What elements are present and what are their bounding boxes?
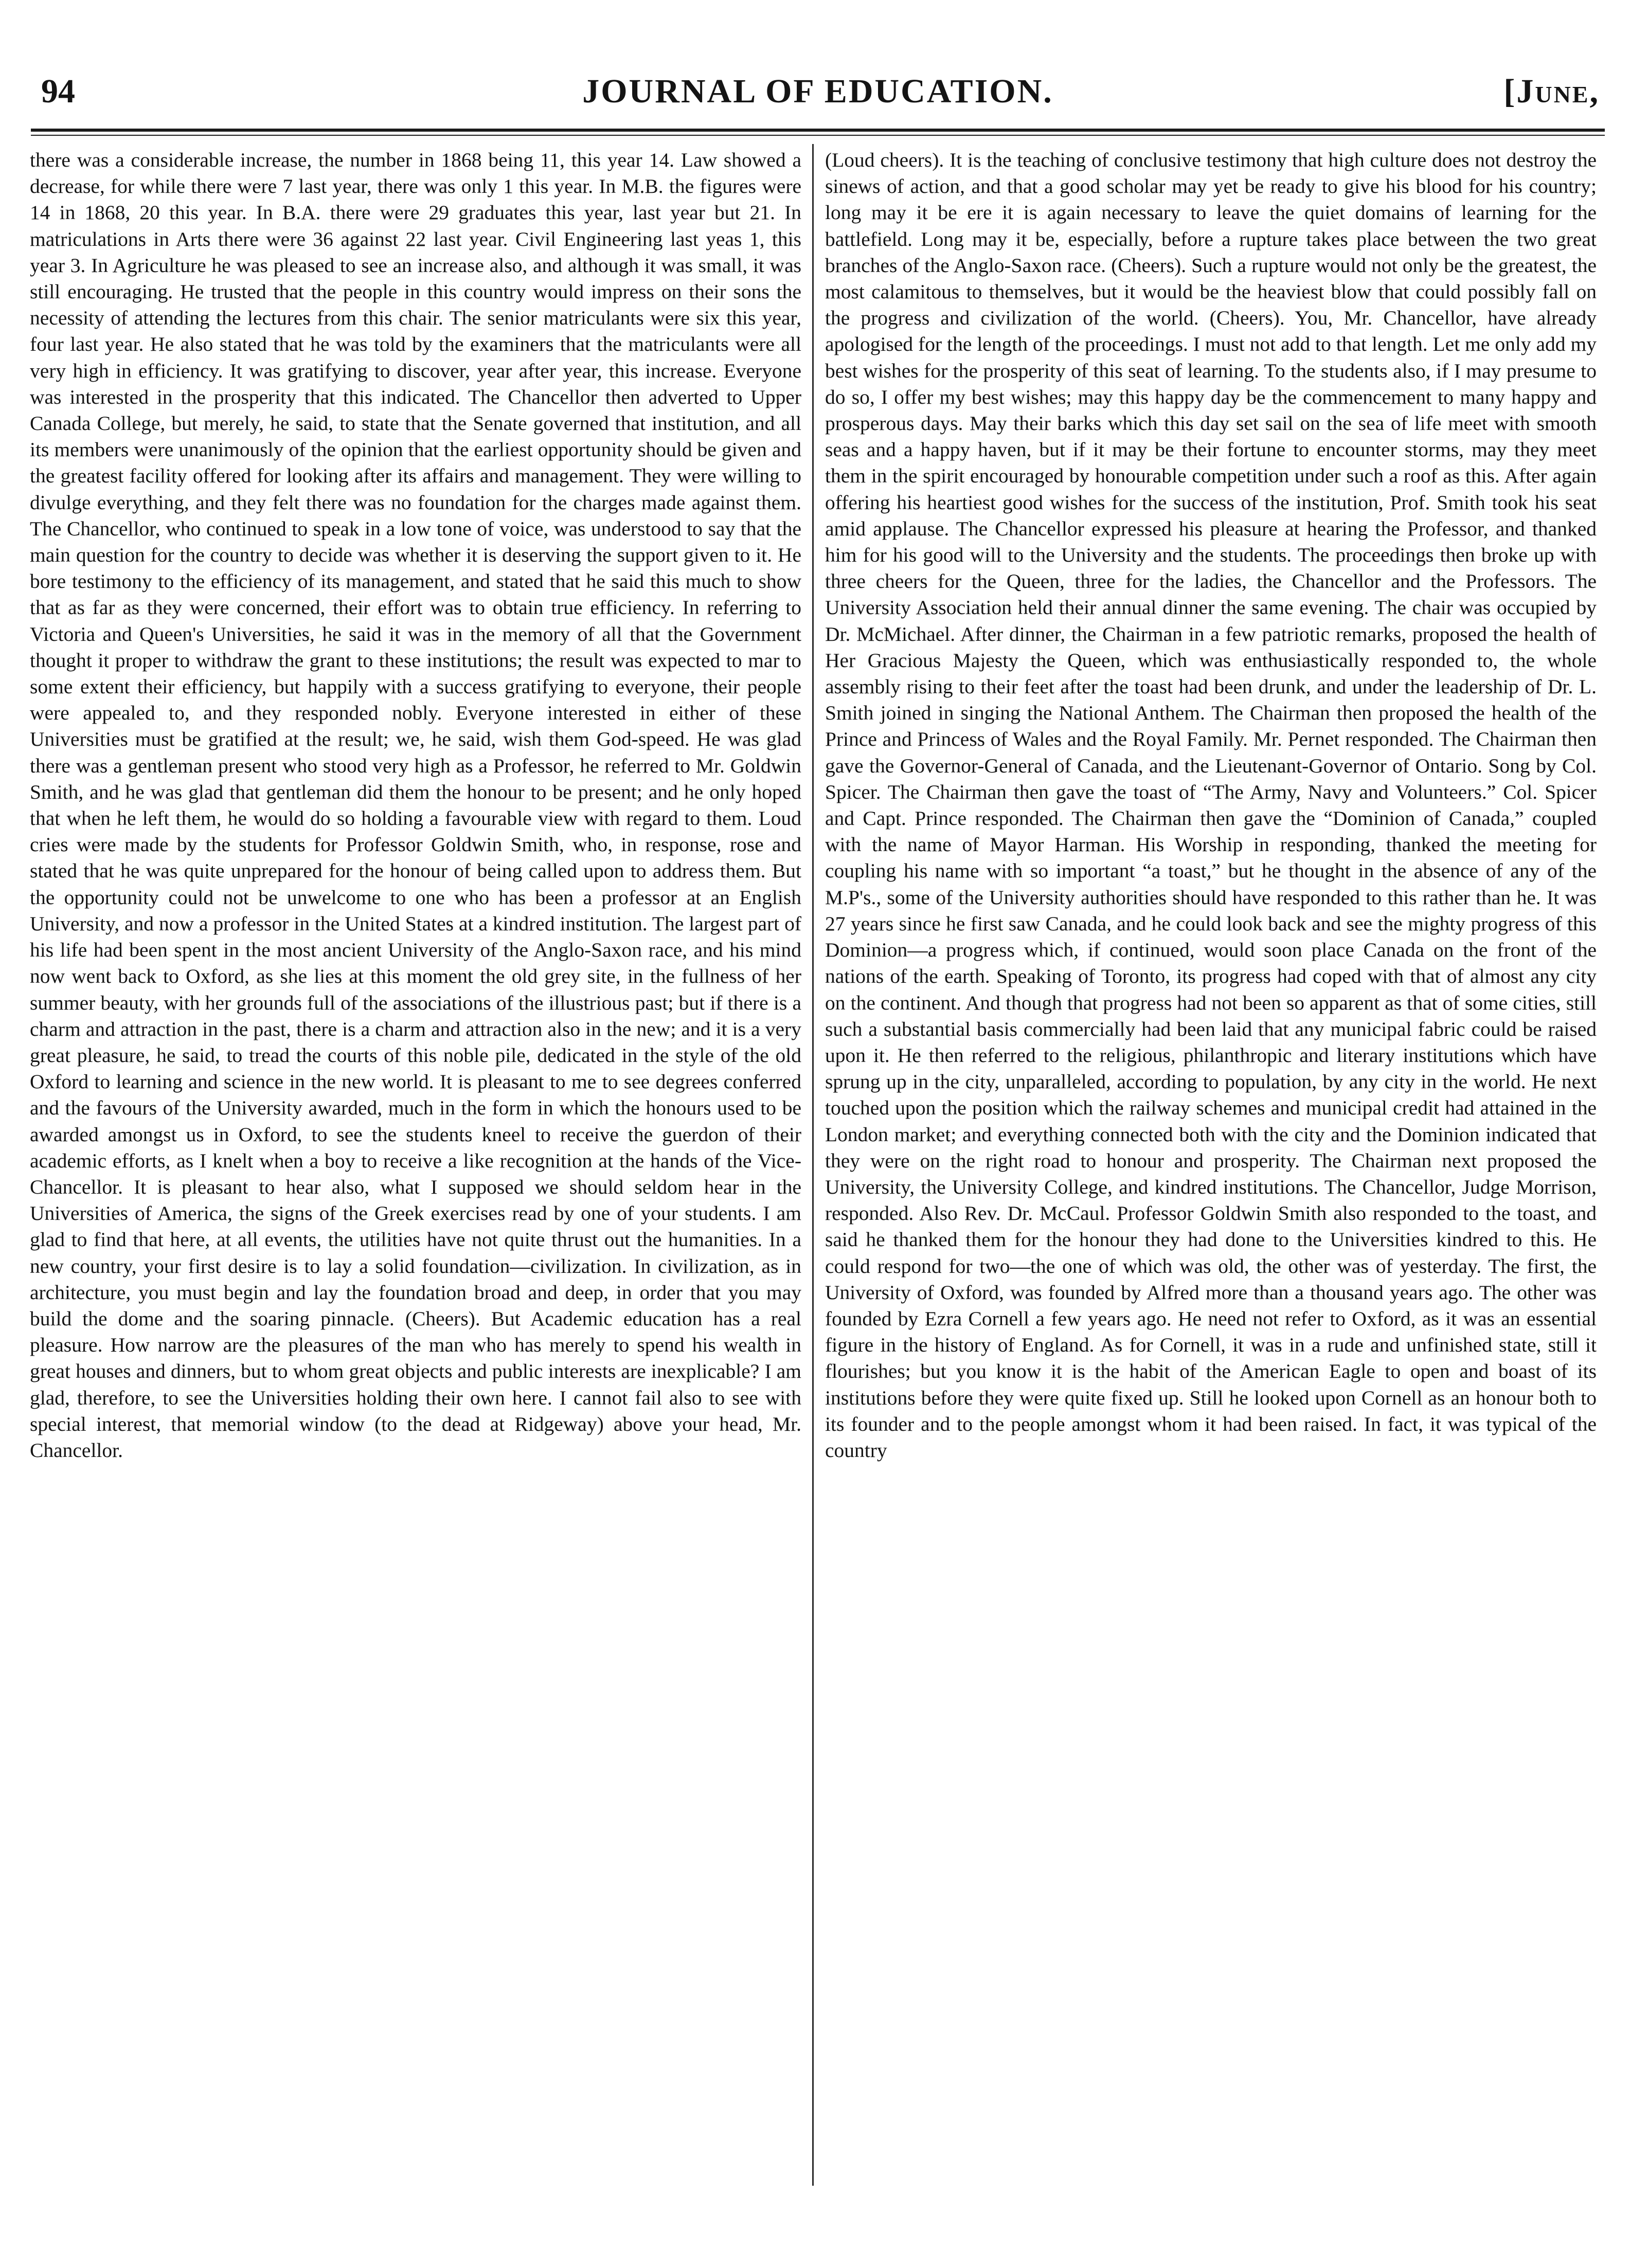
page-header <box>36 72 1600 129</box>
left-column-text: there was a considerable increase, the number in 1868 being 11, this year 14. Law showed a decrease, for while there were 7 last year, there was only 1 this year. In M.B. the figures were 14 in 1868, 20 this year. In B.A. there were 29 graduates this year, last year but 21. In matriculations in Arts there were 36 against 22 last year. Civil Engineering last yeas 1, this year 3. In Agriculture he was pleased to see an increase also, and although it was small, it was still encouraging. He trusted that the people in this country would impress on their sons the necessity of attending the lectures from this chair. The senior matriculants were six this year, four last year. He also stated that he was told by the examiners that the matriculants were all very high in efficiency. It was gratifying to discover, year after year, this increase. Everyone was interested in the prosperity that this indicated. The Chancellor then adverted to Upper Canada College, but merely, he said, to state that the Senate governed that institution, and all its members were unanimously of the opinion that the earliest opportunity should be given and the greatest facility offered for looking after its affairs and management. They were willing to divulge everything, and they felt there was no foundation for the charges made against them. The Chancellor, who continued to speak in a low tone of voice, was understood to say that the main question for the country to decide was whether it is deserving the support given to it. He bore testimony to the efficiency of its management, and stated that he said this much to show that as far as they were concerned, their effort was to obtain true efficiency. In referring to Victoria and Queen's Universities, he said it was in the memory of all that the Government thought it proper to withdraw the grant to these institutions; the result was expected to mar to some extent their efficiency, but happily with a success gratifying to everyone, their people were appealed to, and they responded nobly. Everyone interested in either of these Universities must be gratified at the result; we, he said, wish them God-speed. He was glad there was a gentleman present who stood very high as a Professor, he referred to Mr. Goldwin Smith, and he was glad that gentleman did them the honour to be present; and he only hoped that when he left them, he would do so holding a favourable view with regard to them. Loud cries were made by the students for Professor Goldwin Smith, who, in response, rose and stated that he was quite unprepared for the honour of being called upon to address them. But the opportunity could not be unwelcome to one who has been a professor at an English University, and now a professor in the United States at a kindred institution. The largest part of his life had been spent in the most ancient University of the Anglo-Saxon race, and his mind now went back to Oxford, as she lies at this moment the old grey site, in the fullness of her summer beauty, with her grounds full of the associations of the illustrious past; but if there is a charm and attraction in the past, there is a charm and attraction also in the new; and it is a very great pleasure, he said, to tread the courts of this noble pile, dedicated in the style of the old Oxford to learning and science in the new world. It is pleasant to me to see degrees conferred and the favours of the University awarded, much in the form in which the honours used to be awarded amongst us in Oxford, to see the students kneel to receive the guerdon of their academic efforts, as I knelt when a boy to receive a like recognition at the hands of the Vice-Chancellor. It is pleasant to hear also, what I supposed we should seldom hear in the Universities of America, the signs of the Greek exercises read by one of your students. I am glad to find that here, at all events, the utilities have not quite thrust out the humanities. In a new country, your first desire is to lay a solid foundation—civilization. In civilization, as in architecture, you must begin and lay the foundation broad and deep, in order that you may build the dome and the soaring pinnacle. (Cheers). But Academic education has a real pleasure. How narrow are the pleasures of the man who has merely to spend his wealth in great houses and dinners, but to whom great objects and public interests are inexplicable? I am glad, therefore, to see the Universities holding their own here. I cannot fail also to see with special interest, that memorial window (to the dead at Ridgeway) above your head, Mr. Chancellor. <box>30 149 801 1462</box>
header-rule <box>31 129 1605 132</box>
left-column <box>30 147 801 2191</box>
header-rule-thin <box>31 135 1605 136</box>
running-title: JOURNAL OF EDUCATION. <box>582 73 1053 110</box>
right-column <box>825 147 1597 2191</box>
right-column-text: (Loud cheers). It is the teaching of conclusive testimony that high culture does not destroy the sinews of action, and that a good scholar may yet be ready to give his blood for his country; long may it be ere it is again necessary to leave the quiet domains of learning for the battlefield. Long may it be, especially, before a rupture takes place between the two great branches of the Anglo-Saxon race. (Cheers). Such a rupture would not only be the greatest, the most calamitous to themselves, but it would be the heaviest blow that could possibly fall on the progress and civilization of the world. (Cheers). You, Mr. Chancellor, have already apologised for the length of the proceedings. I must not add to that length. Let me only add my best wishes for the prosperity of this seat of learning. To the students also, if I may presume to do so, I offer my best wishes; may this happy day be the commencement to many happy and prosperous days. May their barks which this day set sail on the sea of life meet with smooth seas and a happy haven, but if it may be their fortune to encounter storms, may they meet them in the spirit encouraged by honourable competition under such a roof as this. After again offering his heartiest good wishes for the success of the institution, Prof. Smith took his seat amid applause. The Chancellor expressed his pleasure at hearing the Professor, and thanked him for his good will to the University and the students. The proceedings then broke up with three cheers for the Queen, three for the ladies, the Chancellor and the Professors. The University Association held their annual dinner the same evening. The chair was occupied by Dr. McMichael. After dinner, the Chairman in a few patriotic remarks, proposed the health of Her Gracious Majesty the Queen, which was enthusiastically responded to, the whole assembly rising to their feet after the toast had been drunk, and under the leadership of Dr. L. Smith joined in singing the National Anthem. The Chairman then proposed the health of the Prince and Princess of Wales and the Royal Family. Mr. Pernet responded. The Chairman then gave the Governor-General of Canada, and the Lieutenant-Governor of Ontario. Song by Col. Spicer. The Chairman then gave the toast of “The Army, Navy and Volunteers.” Col. Spicer and Capt. Prince responded. The Chairman then gave the “Dominion of Canada,” coupled with the name of Mayor Harman. His Worship in responding, thanked the meeting for coupling his name with so important “a toast,” but he thought in the absence of any of the M.P's., some of the University authorities should have responded to this rather than he. It was 27 years since he first saw Canada, and he could look back and see the mighty progress of this Dominion—a progress which, if continued, would soon place Canada on the front of the nations of the earth. Speaking of Toronto, its progress had coped with that of almost any city on the continent. And though that progress had not been so apparent as that of some cities, still such a substantial basis commercially had been laid that any municipal fabric could be raised upon it. He then referred to the religious, philanthropic and literary institutions which have sprung up in the city, unparalleled, according to population, by any city in the world. He next touched upon the position which the railway schemes and municipal credit had attained in the London market; and everything connected both with the city and the Dominion indicated that they were on the right road to honour and prosperity. The Chairman next proposed the University, the University College, and kindred institutions. The Chancellor, Judge Morrison, responded. Also Rev. Dr. McCaul. Professor Goldwin Smith also responded to the toast, and said he thanked them for the honour they had done to the Universities kindred to this. He could respond for two—the one of which was old, the other was of yesterday. The first, the University of Oxford, was founded by Alfred more than a thousand years ago. The other was founded by Ezra Cornell a few years ago. He need not refer to Oxford, as it was an essential figure in the history of England. As for Cornell, it was in a rude and unfinished state, still it flourishes; but you know it is the habit of the American Eagle to open and boast of its institutions before they were quite fixed up. Still he looked upon Cornell as an honour both to its founder and to the people amongst whom it had been raised. In fact, it was typical of the country <box>825 149 1597 1462</box>
page-number: 94 <box>41 73 75 110</box>
section-mark: [June, <box>1503 73 1600 110</box>
column-divider <box>812 144 814 2186</box>
